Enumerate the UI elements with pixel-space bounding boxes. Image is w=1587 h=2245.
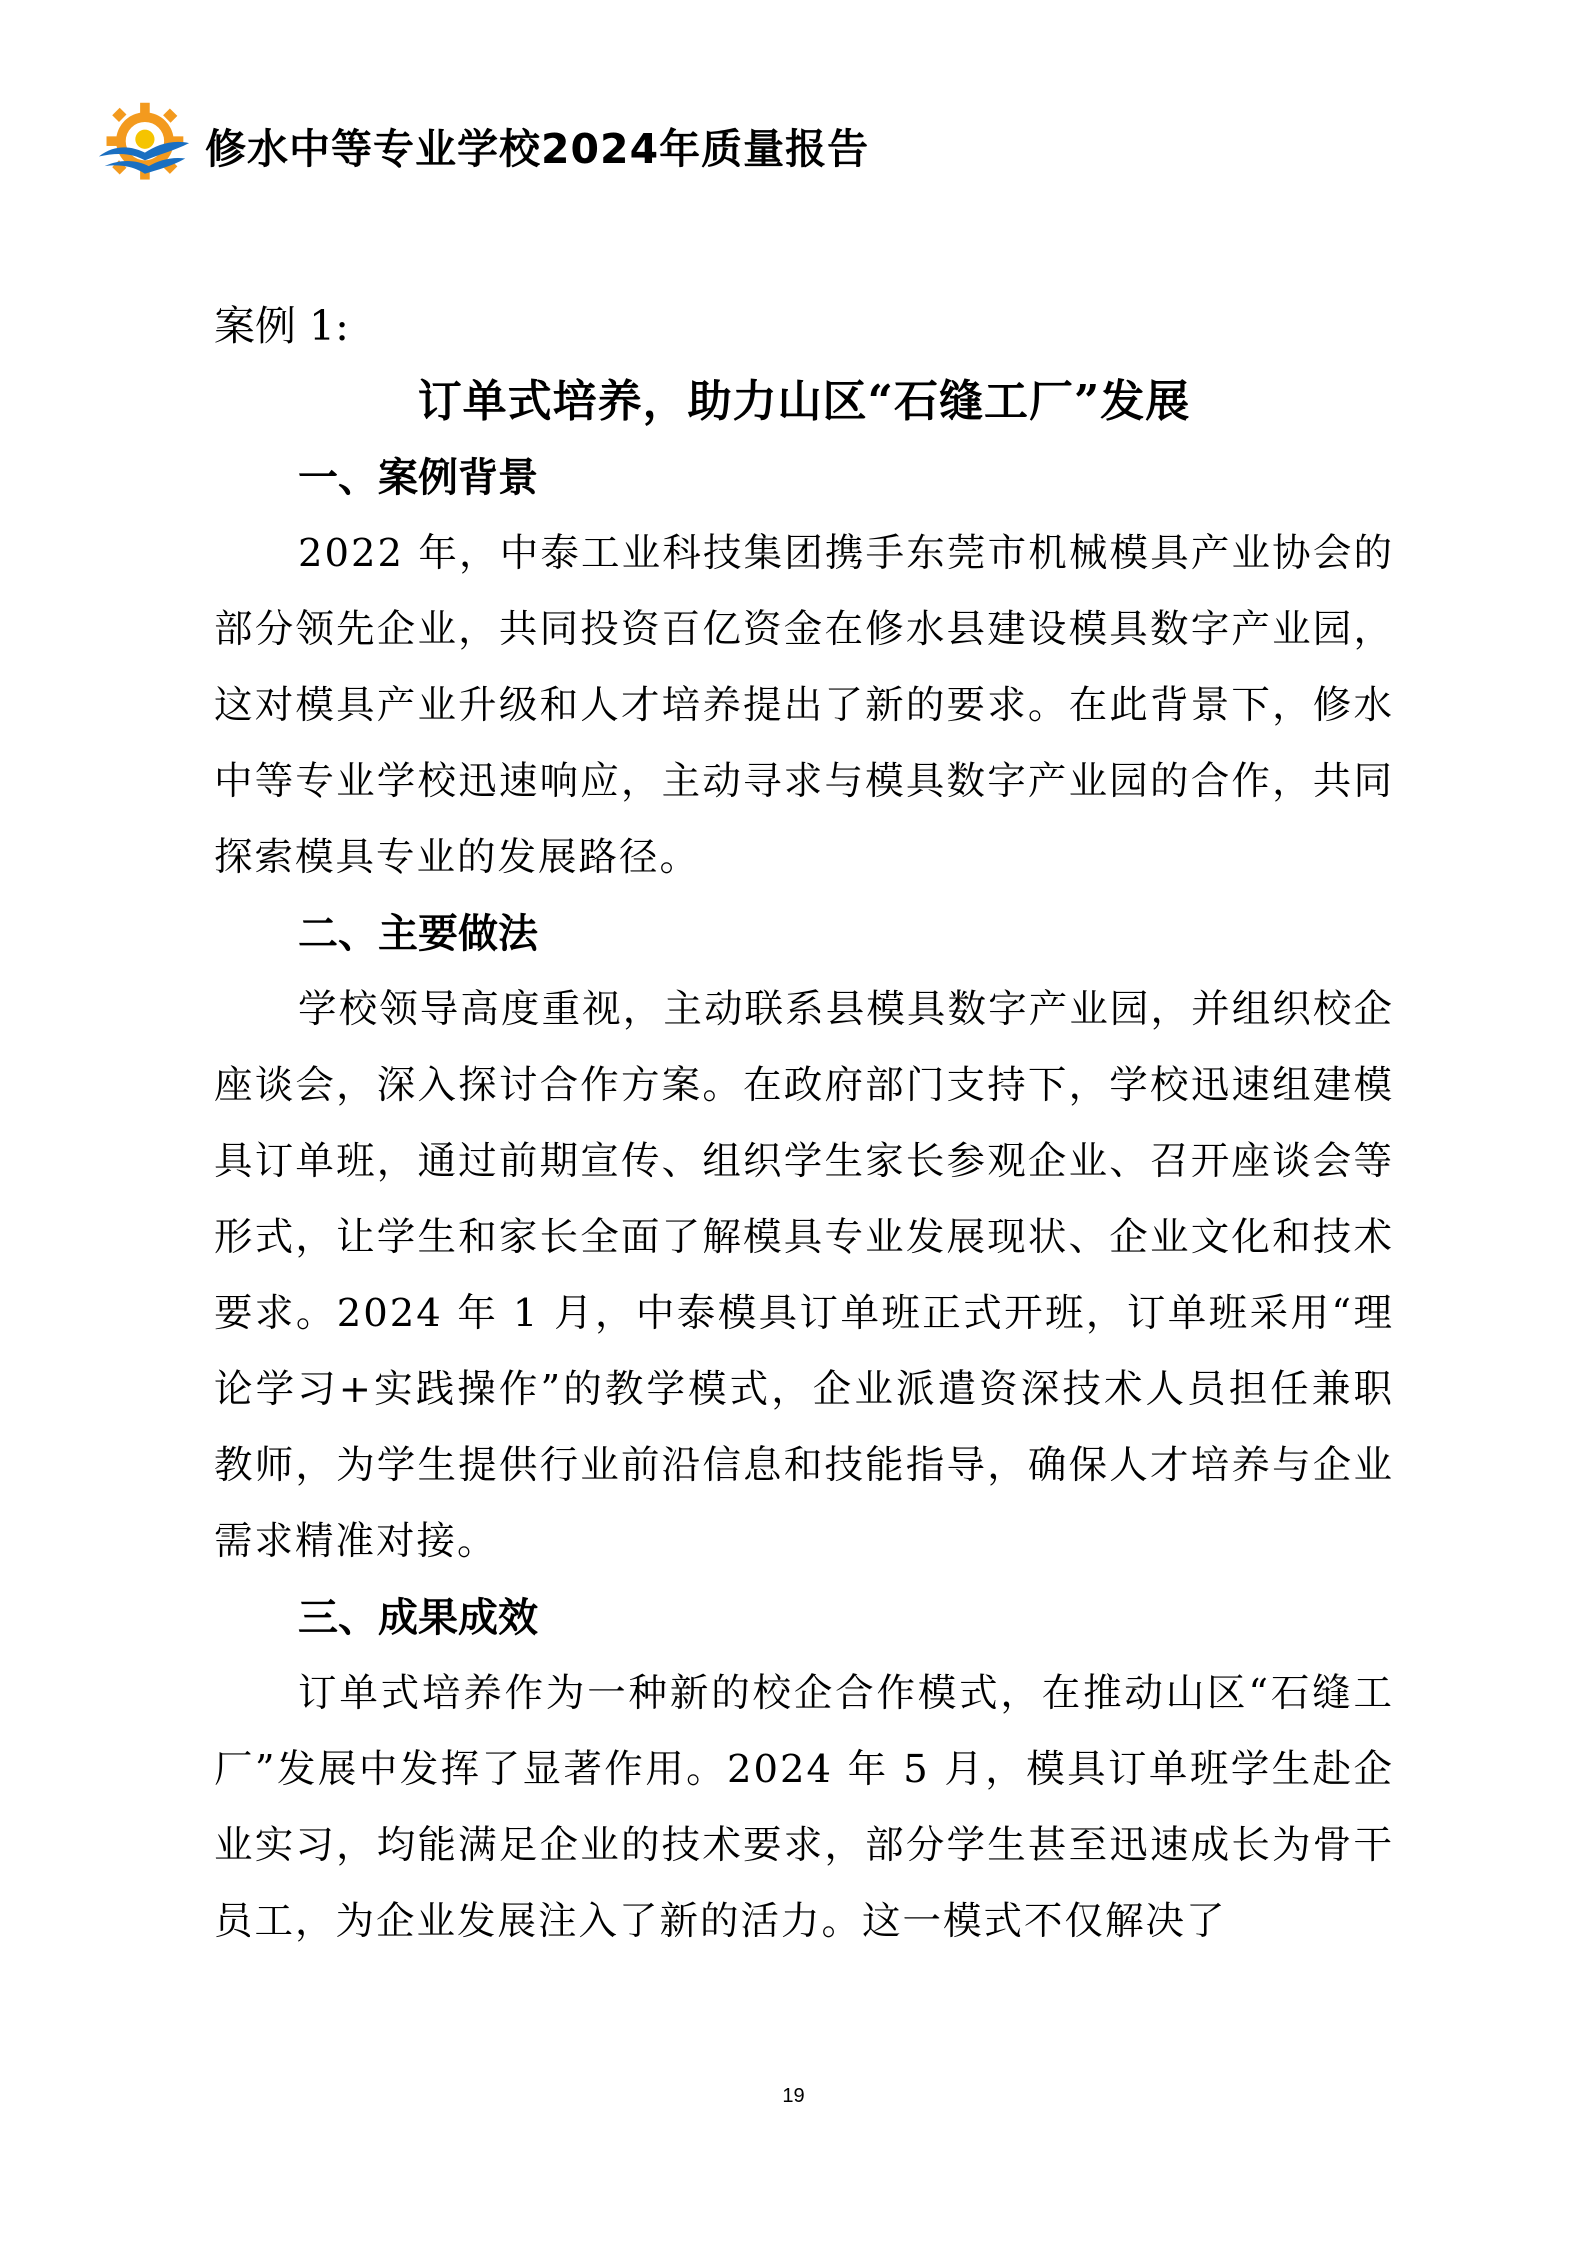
document-body: [214, 288, 1394, 1960]
paragraph-approach: 学校领导高度重视，主动联系县模具数字产业园，并组织校企座谈会，深入探讨合作方案。在政府部门支持下，学校迅速组建模具订单班，通过前期宣传、组织学生家长参观企业、召开座谈会等形式，让学生和家长全面了解模具专业发展现状、企业文化和技术要求。2024 年 1 月，中泰模具订单班正式开班，订单班采用“理论学习+实践操作”的教学模式，企业派遣资深技术人员担任兼职教师，为学生提供行业前沿信息和技能指导，确保人才培养与企业需求精准对接。: [214, 987, 1394, 1564]
section-heading-background: 一、案例背景: [298, 455, 538, 501]
case-title: 订单式培养，助力山区“石缝工厂”发展: [417, 376, 1191, 427]
paragraph-results: 订单式培养作为一种新的校企合作模式，在推动山区“石缝工厂”发展中发挥了显著作用。2024 年 5 月，模具订单班学生赴企业实习，均能满足企业的技术要求，部分学生甚至迅速成长为骨干员工，为企业发展注入了新的活力。这一模式不仅解决了: [214, 1671, 1394, 1944]
case-label: 案例 1:: [214, 302, 349, 350]
section-heading-results: 三、成果成效: [298, 1595, 538, 1641]
page-header: [95, 95, 869, 195]
report-title: 修水中等专业学校2024年质量报告: [205, 124, 870, 173]
page-number: 19: [782, 2085, 805, 2107]
paragraph-background: 2022 年，中泰工业科技集团携手东莞市机械模具产业协会的部分领先企业，共同投资百亿资金在修水县建设模具数字产业园，这对模具产业升级和人才培养提出了新的要求。在此背景下，修水中等专业学校迅速响应，主动寻求与模具数字产业园的合作，共同探索模具专业的发展路径。: [214, 531, 1394, 880]
section-heading-approach: 二、主要做法: [298, 911, 538, 957]
school-logo-icon: [95, 97, 191, 193]
